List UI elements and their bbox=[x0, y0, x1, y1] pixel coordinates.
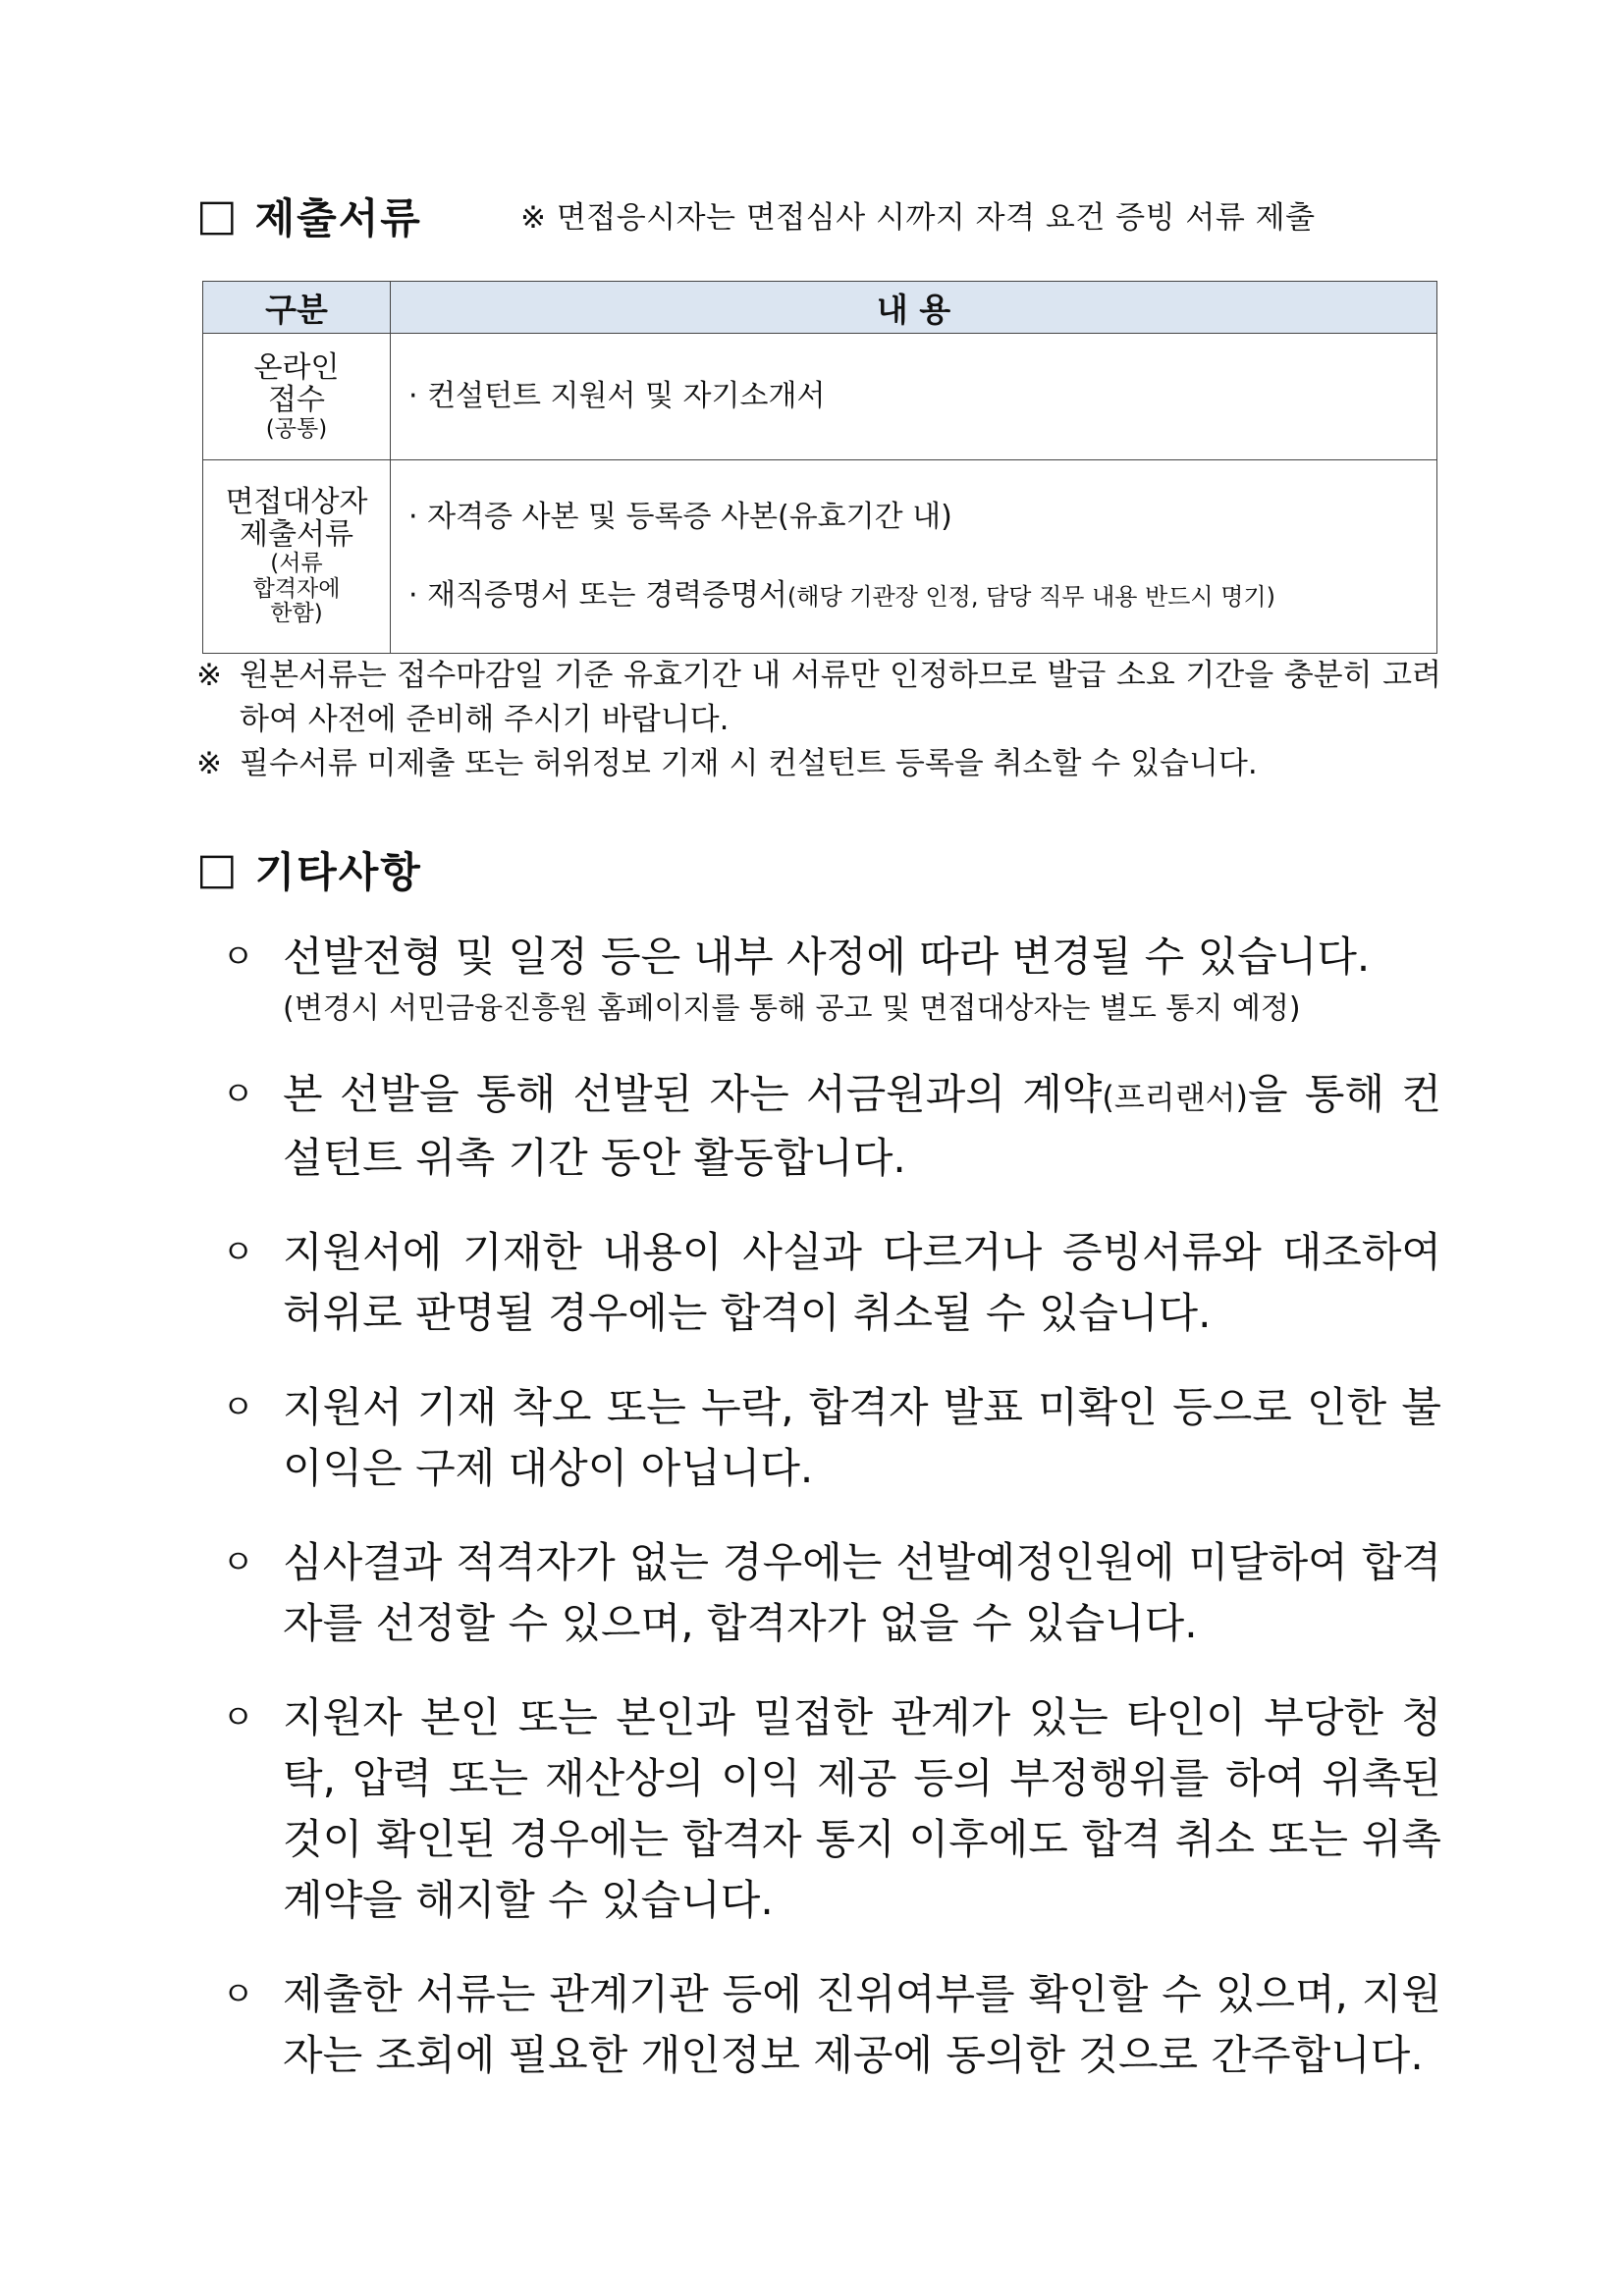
content-cell bbox=[391, 460, 1437, 654]
bullet-list bbox=[216, 927, 1441, 2119]
list-item-text bbox=[283, 1064, 1441, 1189]
checkbox-symbol: □ bbox=[196, 844, 238, 894]
category-label: 온라인 bbox=[253, 349, 340, 385]
bullet-mark: ㅇ bbox=[222, 1075, 254, 1114]
list-item bbox=[216, 1064, 1441, 1189]
reference-mark: ※ bbox=[196, 658, 222, 693]
note-item bbox=[196, 654, 1441, 742]
section-title: 기타사항 bbox=[254, 848, 422, 896]
category-label: 면접대상자 bbox=[225, 484, 368, 519]
list-item-text: 지원서에 기재한 내용이 사실과 다르거나 증빙서류와 대조하여 허위로 판명될 경우에는 합격이 취소될 수 있습니다. bbox=[283, 1228, 1441, 1337]
bullet-mark: ㅇ bbox=[222, 937, 254, 977]
column-header-category: 구분 bbox=[203, 282, 391, 334]
list-item-text: 제출한 서류는 관계기관 등에 진위여부를 확인할 수 있으며, 지원자는 조회에 필요한 개인정보 제공에 동의한 것으로 간주합니다. bbox=[283, 1970, 1441, 2079]
notes-block bbox=[196, 654, 1441, 786]
category-label: 접수 bbox=[268, 383, 325, 418]
list-item-text: 선발전형 및 일정 등은 내부 사정에 따라 변경될 수 있습니다. bbox=[283, 933, 1371, 981]
bullet-mark: ㅇ bbox=[222, 1543, 254, 1582]
list-item bbox=[216, 1222, 1441, 1344]
list-item-text-part: 본 선발을 통해 선발된 자는 서금원과의 계약 bbox=[283, 1070, 1103, 1118]
list-item-text: 지원서 기재 착오 또는 누락, 합격자 발표 미확인 등으로 인한 불이익은 구제 대상이 아닙니다. bbox=[283, 1383, 1441, 1492]
category-cell bbox=[203, 334, 391, 460]
section-header-other bbox=[196, 840, 422, 899]
list-item-text-part: 을 통해 컨설턴트 위촉 기간 동안 활동합니다. bbox=[283, 1070, 1441, 1182]
category-note: (서류 bbox=[270, 550, 323, 576]
note-text: 필수서류 미제출 또는 허위정보 기재 시 컨설턴트 등록을 취소할 수 있습니다. bbox=[240, 746, 1258, 781]
content-item bbox=[408, 575, 1419, 616]
content-cell bbox=[391, 334, 1437, 460]
list-item-subnote: (변경시 서민금융진흥원 홈페이지를 통해 공고 및 면접대상자는 별도 통지 예정) bbox=[283, 991, 1301, 1026]
documents-table bbox=[202, 281, 1437, 654]
content-item-sub: (해당 기관장 인정, 담당 직무 내용 반드시 명기) bbox=[786, 583, 1275, 611]
list-item-text: 심사결과 적격자가 없는 경우에는 선발예정인원에 미달하여 합격자를 선정할 수 있으며, 합격자가 없을 수 있습니다. bbox=[283, 1538, 1441, 1647]
category-note: 한함) bbox=[270, 601, 323, 627]
list-item bbox=[216, 1532, 1441, 1654]
category-note: 합격자에 bbox=[252, 575, 341, 602]
bullet-mark: ㅇ bbox=[222, 1233, 254, 1272]
list-item bbox=[216, 1964, 1441, 2086]
table-header-row bbox=[203, 282, 1437, 334]
column-header-content: 내 용 bbox=[391, 282, 1437, 334]
bullet-mark: ㅇ bbox=[222, 1388, 254, 1427]
list-item bbox=[216, 1687, 1441, 1931]
list-item bbox=[216, 1377, 1441, 1499]
section-note: ※ 면접응시자는 면접심사 시까지 자격 요건 증빙 서류 제출 bbox=[520, 200, 1316, 236]
category-note: (공통) bbox=[265, 415, 328, 442]
list-item-body bbox=[283, 927, 1441, 1031]
note-item bbox=[196, 742, 1441, 786]
list-item-text: 지원자 본인 또는 본인과 밀접한 관계가 있는 타인이 부당한 청탁, 압력 또는 재산상의 이익 제공 등의 부정행위를 하여 위촉된 것이 확인된 경우에는 합격자 통지 이후에도 합격 취소 또는 위촉계약을 해지할 수 있습니다. bbox=[283, 1693, 1441, 1924]
reference-mark: ※ bbox=[196, 746, 222, 781]
checkbox-symbol: □ bbox=[196, 190, 238, 240]
section-header-documents bbox=[196, 187, 422, 245]
bullet-mark: ㅇ bbox=[222, 1698, 254, 1737]
list-item bbox=[216, 927, 1441, 1031]
content-item: · 컨설턴트 지원서 및 자기소개서 bbox=[408, 379, 826, 413]
content-item: · 자격증 사본 및 등록증 사본(유효기간 내) bbox=[408, 500, 952, 534]
section-title: 제출서류 bbox=[254, 194, 422, 242]
table-row bbox=[203, 460, 1437, 654]
list-item-text-small: (프리랜서) bbox=[1102, 1079, 1249, 1116]
table-row bbox=[203, 334, 1437, 460]
category-cell bbox=[203, 460, 391, 654]
bullet-mark: ㅇ bbox=[222, 1975, 254, 2014]
note-text: 원본서류는 접수마감일 기준 유효기간 내 서류만 인정하므로 발급 소요 기간을 충분히 고려하여 사전에 준비해 주시기 바랍니다. bbox=[240, 658, 1441, 737]
category-label: 제출서류 bbox=[240, 517, 353, 553]
content-item-main: · 재직증명서 또는 경력증명서 bbox=[408, 578, 787, 613]
